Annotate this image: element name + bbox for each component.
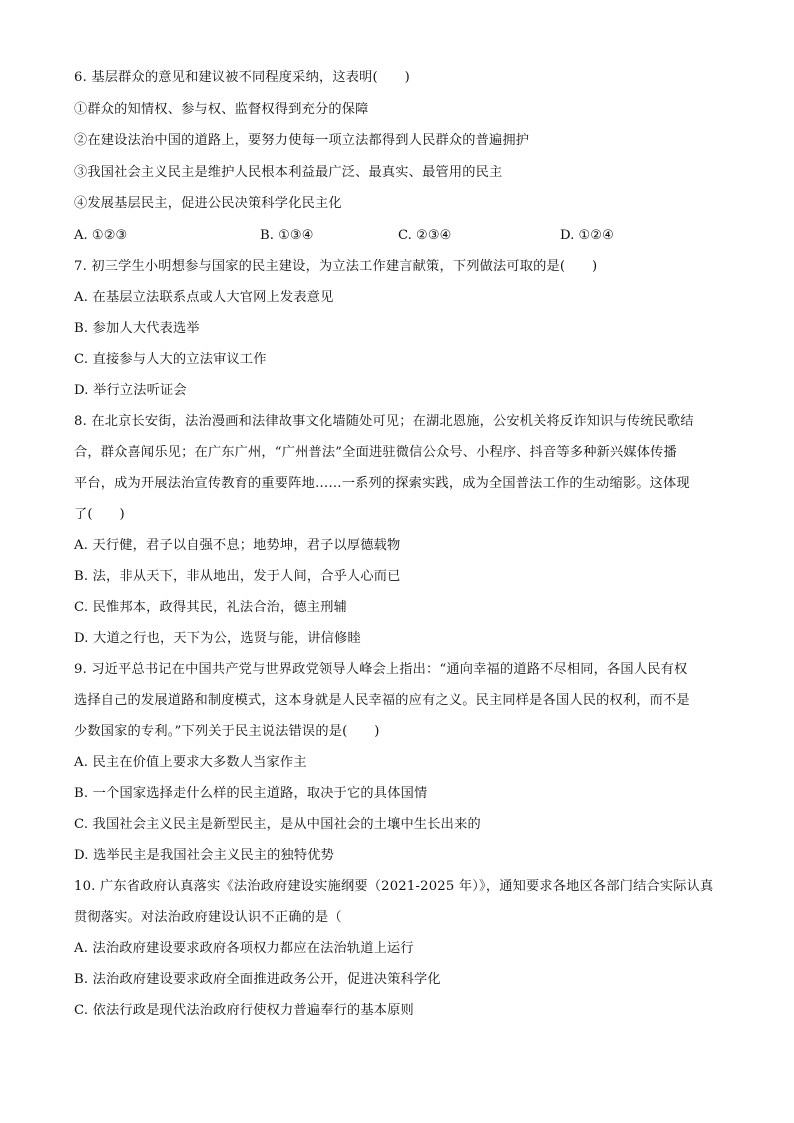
- question-7-option-b: B. 参加人大代表选举: [74, 321, 200, 336]
- question-9-stem-line-2: 选择自己的发展道路和制度模式，这本身就是人民幸福的应有之义。民主同样是各国人民的权利，而不是: [74, 693, 690, 708]
- question-10-stem-line-2: 贯彻落实。对法治政府建设认识不正确的是（: [74, 910, 342, 925]
- question-10-option-b: B. 法治政府建设要求政府全面推进政务公开，促进决策科学化: [74, 972, 441, 987]
- question-9-option-d: D. 选举民主是我国社会主义民主的独特优势: [74, 848, 335, 863]
- question-8-stem-line-3: 平台，成为开展法治宣传教育的重要阵地……一系列的探索实践，成为全国普法工作的生动缩影。这体现: [74, 476, 690, 491]
- question-8-option-d: D. 大道之行也，天下为公，选贤与能，讲信修睦: [74, 631, 361, 646]
- question-8-stem-line-4: 了( ): [74, 507, 125, 522]
- question-6-item-4: ④发展基层民主，促进公民决策科学化民主化: [74, 196, 342, 211]
- question-7-option-c: C. 直接参与人大的立法审议工作: [74, 352, 267, 367]
- question-6-item-2: ②在建设法治中国的道路上，要努力使每一项立法都得到人民群众的普遍拥护: [74, 133, 530, 148]
- question-6-option-a: A. ①②③: [74, 228, 128, 243]
- question-10-stem-line-1: 10. 广东省政府认真落实《法治政府建设实施纲要（2021-2025 年）》，通知要求各地区各部门结合实际认真: [74, 879, 714, 894]
- question-7-option-a: A. 在基层立法联系点或人大官网上发表意见: [74, 290, 334, 305]
- question-8-stem-line-1: 8. 在北京长安街，法治漫画和法律故事文化墙随处可见；在湖北恩施，公安机关将反诈知识与传统民歌结: [74, 414, 694, 429]
- question-10-option-c: C. 依法行政是现代法治政府行使权力普遍奉行的基本原则: [74, 1003, 414, 1018]
- question-6-item-1: ①群众的知情权、参与权、监督权得到充分的保障: [74, 102, 369, 117]
- question-8-stem-line-2: 合，群众喜闻乐见；在广东广州，“广州普法”全面进驻微信公众号、小程序、抖音等多种新兴媒体传播: [74, 445, 677, 460]
- question-7-stem: 7. 初三学生小明想参与国家的民主建设，为立法工作建言献策，下列做法可取的是( ): [74, 259, 598, 274]
- question-8-option-c: C. 民惟邦本，政得其民，礼法合治，德主刑辅: [74, 600, 347, 615]
- question-8-option-b: B. 法，非从天下，非从地出，发于人间，合乎人心而已: [74, 569, 401, 584]
- question-9-option-c: C. 我国社会主义民主是新型民主，是从中国社会的土壤中生长出来的: [74, 817, 481, 832]
- question-9-option-b: B. 一个国家选择走什么样的民主道路，取决于它的具体国情: [74, 786, 428, 801]
- question-10-option-a: A. 法治政府建设要求政府各项权力都应在法治轨道上运行: [74, 941, 414, 956]
- question-6-option-d: D. ①②④: [560, 228, 614, 243]
- question-9-option-a: A. 民主在价值上要求大多数人当家作主: [74, 755, 307, 770]
- question-9-stem-line-3: 少数国家的专利。”下列关于民主说法错误的是( ): [74, 724, 380, 739]
- question-9-stem-line-1: 9. 习近平总书记在中国共产党与世界政党领导人峰会上指出：“通向幸福的道路不尽相同，各国人民有权: [74, 662, 688, 677]
- question-6-option-b: B. ①③④: [260, 228, 314, 243]
- question-7-option-d: D. 举行立法听证会: [74, 383, 187, 398]
- question-6-stem: 6. 基层群众的意见和建议被不同程度采纳，这表明( ): [74, 70, 410, 85]
- question-6-options: [74, 226, 724, 246]
- question-6-option-c: C. ②③④: [398, 228, 452, 243]
- question-8-option-a: A. 天行健，君子以自强不息；地势坤，君子以厚德载物: [74, 538, 401, 553]
- question-6-item-3: ③我国社会主义民主是维护人民根本利益最广泛、最真实、最管用的民主: [74, 165, 503, 180]
